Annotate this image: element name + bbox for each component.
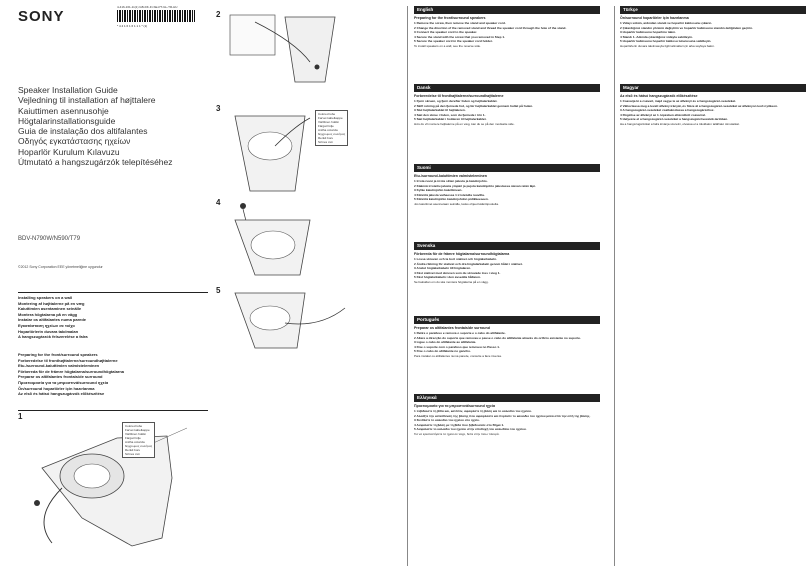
prep-headings <box>18 352 208 397</box>
lang-subtitle: Preparar os altifalantes frontais/de surround <box>414 326 490 330</box>
lang-section-svenska <box>414 242 600 284</box>
lang-note: Se baksidan om du ska montera högtalarna på en vägg. <box>414 279 489 284</box>
lang-subtitle: Az elsõ és hátsó hangszugárzók elõkészítése <box>620 94 698 98</box>
lang-step: 5 Fixe o cabo do altifalante no gancho. <box>414 349 471 354</box>
model-number: BDV-N790W/N590/T79 <box>18 236 81 242</box>
barcode <box>117 10 195 22</box>
callout-label: Színes cső <box>318 140 333 144</box>
step2-illustration <box>225 12 395 92</box>
lang-note: To install speakers on a wall, see the reverse side. <box>414 43 481 48</box>
lang-step: 2 Käännä irrotettu jalusta ympäri ja pujota kaiutinjohto jalustassa olevan reiän läpi. <box>414 183 536 188</box>
callout-label: Färgat hölje <box>318 124 334 128</box>
guide-titles <box>18 85 208 167</box>
lang-step: 4 Rögzítse az állványt az 1. lépésben eltávolított csavarral. <box>620 112 706 117</box>
step3-illustration <box>225 106 325 196</box>
lang-section-turkce <box>620 6 806 48</box>
wall-heading: Installing speakers on a wall <box>18 295 73 300</box>
step5-illustration <box>225 288 355 358</box>
lang-subtitle: Förbereda för de främre högtalarna/surroundhögtalarna <box>414 252 510 256</box>
callout-label: Renkli boru <box>125 448 141 452</box>
lang-step: 4 Fixe o suporte com o parafuso que removeu no Passo 1. <box>414 344 500 349</box>
lang-note: Para instalar os altifalantes numa parede, consulte a face inversa. <box>414 353 502 358</box>
prep-heading: Προετοιμασία για τα μπροστινά/surround ηχεία <box>18 379 109 385</box>
lang-step: 5 Kiinnitä kaiutinjohto kaiutinjohdon pidikkeeseen. <box>414 197 489 202</box>
lang-note: Ha a hangszugárzókat a falra kívánja szerelni, olvassa el a túloldalon található útmutatást. <box>620 121 740 126</box>
callout-label: Anilha colorida <box>318 128 338 132</box>
lang-step: 5 Sæt højttalerkablet i holderen til højttalerkablet. <box>414 117 487 122</box>
callout-label: Colored tube <box>318 112 336 116</box>
callout-label: Színes cső <box>125 452 140 456</box>
title-line: Guia de instalação dos altifalantes <box>18 126 148 137</box>
callout-label: Renkli boru <box>318 136 334 140</box>
prep-heading: Ön/surround hoparlörler için hazırlanma <box>18 385 95 391</box>
lang-subtitle: Προετοιμασία για τα μπροστινά/surround ηχεία <box>414 404 495 408</box>
step1-illustration <box>22 418 208 566</box>
lang-step: 1 Lossa skruven och ta bort stativet och högtalarkabeln. <box>414 257 497 261</box>
step-number: 4 <box>216 198 221 207</box>
lang-step: 3 A hangszugárzó-vezetéket csatlakoztassa a hangszugárzóhoz. <box>620 108 715 113</box>
lang-step: 2 Çıkardığınız standın yönünü değiştirin ve hoparlör kablosunu standın deliğinden geçirin. <box>620 25 753 30</box>
lang-step: 3 Connect the speaker cord to the speaker. <box>414 30 478 35</box>
part-number: 4-416-161-11(1) GB-DK-FI-SE-PT-GL-TR-HU <box>117 5 178 9</box>
lang-step: 1 Retire o parafuso e remova o suporte e o cabo do altifalante. <box>414 331 506 335</box>
wall-heading: Montera högtalarna på en vägg <box>18 311 78 317</box>
lang-heading: Türkçe <box>620 6 806 14</box>
step-number: 1 <box>18 412 23 421</box>
wall-heading: Kaiuttimien asentaminen seinälle <box>18 306 82 312</box>
lang-step: 1 Csavarja ki a csavart, majd vegye le az állványt és a hangszugárzó-vezetéket. <box>620 99 737 103</box>
callout-label: Värillinen holkki <box>125 432 146 436</box>
lang-heading: Dansk <box>414 84 600 92</box>
lang-section-dansk <box>414 84 600 126</box>
lang-step: 3 Hoparlör kablosunu hoparlöre takın. <box>620 30 676 35</box>
lang-step: 3 Kytke kaiutinjohto kaiuttimeen. <box>414 188 463 193</box>
barcode-number: * 4 4 1 6 1 6 1 1 1 * (1) <box>117 24 148 28</box>
wall-heading: Montering af højttalerne på en væg <box>18 300 85 306</box>
step-number: 5 <box>216 286 221 295</box>
lang-step: 4 Standı 1. Adımda çıkardığınız vidayla sabitleyin. <box>620 34 693 39</box>
lang-step: 5 Hoparlör kablosunu hoparlör kablosu tutucusuna sabitleyin. <box>620 39 712 44</box>
wall-heading: A hangszugárzók felszerelése a falra <box>18 334 88 340</box>
callout-step3 <box>315 110 348 146</box>
title-line: Vejledning til installation af højttalere <box>18 95 156 106</box>
lang-step: 1 Irrota ruuvi ja irrota sitten jalusta ja kaiutinjohto. <box>414 179 488 183</box>
prep-heading: Preparar os altifalantes frontais/de surround <box>18 374 103 380</box>
prep-heading: Forberedelse til fronthøjttalerne/surroundhøjttalerne <box>18 357 118 363</box>
callout-label: Έγχρωμος σωλήνας <box>125 444 153 448</box>
lang-note: Για να εγκαταστήσετε τα ηχεία σε τοίχο, δείτε στην πίσω πλευρά. <box>414 431 500 436</box>
step-number: 3 <box>216 104 221 113</box>
lang-note: Hoparlörlerin duvara takılmasıyla ilgili talimatlar için arka sayfaya bakın. <box>620 43 715 48</box>
lang-step: 1 Fjern skruen, og fjern derefter foden og højttalerkablet. <box>414 99 498 103</box>
callout-label: Färgat hölje <box>125 436 141 440</box>
lang-heading: English <box>414 6 600 14</box>
lang-step: 3 Anslut högtalarkabeln till högtalaren. <box>414 266 471 271</box>
title-line: Οδηγός εγκατάστασης ηχείων <box>18 136 131 147</box>
lang-subtitle: Ön/surround hoparlörler için hazırlanma <box>620 16 689 20</box>
lang-note: Hvis du vil montere højttalerne på en væg, kan du se på den modsatte side. <box>414 121 515 126</box>
lang-step: 2 Skift retning på den fjernede fod, og før højttalerkablet gennem hullet på foden. <box>414 103 533 108</box>
callout-label: Farvet kabelkappe <box>125 428 150 432</box>
step4-illustration <box>225 200 325 280</box>
lang-step: 1 Vidayı sökün, ardından standı ve hoparlör kablosunu çıkarın. <box>620 21 713 25</box>
lang-heading: Ελληνικά <box>414 394 600 402</box>
lang-section-magyar <box>620 84 806 126</box>
lang-heading: Svenska <box>414 242 600 250</box>
lang-section-portugues <box>414 316 600 358</box>
prep-heading: Förbereda för de främre högtalarna/surroundhögtalarna <box>18 368 125 374</box>
lang-step: 5 Ασφαλίστε το καλώδιο του ηχείου στην υποδοχή του καλωδίου του ηχείου. <box>414 427 527 432</box>
prep-heading: Preparing for the front/surround speakers <box>18 352 98 357</box>
lang-step: 2 Altere a direcção do suporte que removeu e passe o cabo do altifalante através do orifício existente no suporte. <box>414 335 581 340</box>
lang-step: 2 Ändra riktning för stativet och dra högtalarkabeln genom hålet i stativet. <box>414 261 523 266</box>
lang-step: 1 Ξεβιδώστε τη βίδα και, κατόπιν, αφαιρέστε τη βάση και το καλώδιο του ηχείου. <box>414 409 532 413</box>
lang-heading: Suomi <box>414 164 600 172</box>
wall-heading: Instalar os altifalantes numa parede <box>18 317 87 323</box>
callout-label: Anilha colorida <box>125 440 145 444</box>
lang-step: 1 Remove the screw, then remove the stand and speaker cord. <box>414 21 506 25</box>
title-line: Útmutató a hangszugárzók telepítéséhez <box>18 157 173 168</box>
callout-label: Värillinen holkki <box>318 120 339 124</box>
title-line: Högtalarinstallationsguide <box>18 115 116 126</box>
lang-step: 5 Helyezze el a hangszugárzó-vezetéket a hangszugárzóvezeték-tartóban. <box>620 117 728 122</box>
lang-step: 5 Fäst högtalarkabeln i den avsedda hållaren. <box>414 275 481 280</box>
lang-step: 2 Αλλάξτε την κατεύθυνση της βάσης που αφαιρέσατε και περάστε το καλώδιο του ηχείου μέσα από την οπή της βάσης. <box>414 413 591 418</box>
step-number: 2 <box>216 10 221 19</box>
lang-step: 4 Ασφαλίστε τη βάση με τη βίδα που ξεβιδώσατε στο Βήμα 1. <box>414 422 505 427</box>
lang-step: 4 Fäst stativet med skruven som du skruvade loss i steg 1. <box>414 270 501 275</box>
lang-step: 5 Secure the speaker cord in the speaker cord holder. <box>414 39 493 44</box>
title-line: Speaker Installation Guide <box>18 85 118 95</box>
title-line: Hoparlör Kurulum Kılavuzu <box>18 146 120 157</box>
wall-heading: Hoparlörlerin duvara takılmaları <box>18 328 79 334</box>
callout-step1 <box>122 422 155 458</box>
lang-subtitle: Etu-/surround-kaiuttimien valmisteleminen <box>414 174 487 178</box>
divider <box>18 292 208 293</box>
divider <box>18 410 208 411</box>
lang-subtitle: Preparing for the front/surround speakers <box>414 16 486 20</box>
lang-step: 4 Kiinnitä jalusta vaiheessa 1 irrotetulla ruuvilla. <box>414 192 485 197</box>
callout-label: Farvet kabelkappe <box>318 116 343 120</box>
prep-heading: Az elsõ és hátsó hangszugárzók elõkészítése <box>18 391 105 397</box>
lang-step: 4 Sæt den skrue i foden, som du fjernede i trin 1. <box>414 112 486 117</box>
lang-subtitle: Forberedelse til fronthøjttalerne/surroundhøjttalerne <box>414 94 504 98</box>
title-line: Kaiuttimen asennusohje <box>18 105 109 116</box>
lang-heading: Português <box>414 316 600 324</box>
lang-section-suomi <box>414 164 600 206</box>
callout-label: Colored tube <box>125 424 143 428</box>
brand-logo: SONY <box>18 8 65 25</box>
column-divider <box>407 6 408 566</box>
wall-headings <box>18 295 208 340</box>
lang-step: 3 Συνδέστε το καλώδιο του ηχείου στο ηχείο. <box>414 418 480 423</box>
column-divider <box>614 6 615 566</box>
lang-step: 3 Ligue o cabo do altifalante ao altifalante. <box>414 340 477 345</box>
prep-heading: Etu-/surround-kaiuttimien valmisteleminen <box>18 363 100 369</box>
lang-step: 2 Változtassa meg a levett állvány irányát, és fűzze át a hangszugárzó-vezetéket az állványon levő nyíláson. <box>620 103 778 108</box>
lang-section-ellinika <box>414 394 600 436</box>
lang-step: 3 Slut højttalerkablet til højttaleren. <box>414 108 466 113</box>
callout-label: Έγχρωμος σωλήνας <box>318 132 346 136</box>
lang-section-english <box>414 6 600 48</box>
copyright: ©2012 Sony Corporation EEE yönetmeliğine uygundur <box>18 265 103 269</box>
lang-step: 4 Secure the stand with the screw that you removed in Step 1. <box>414 34 505 39</box>
lang-heading: Magyar <box>620 84 806 92</box>
lang-step: 2 Change the direction of the removed stand and thread the speaker cord through the hole of the stand. <box>414 25 567 30</box>
lang-note: Jos kaiuttimet asennetaan seinälle, katso ohjeet kääntöpuolelta. <box>414 201 499 206</box>
wall-heading: Εγκατάσταση ηχείων σε τοίχο <box>18 322 75 328</box>
